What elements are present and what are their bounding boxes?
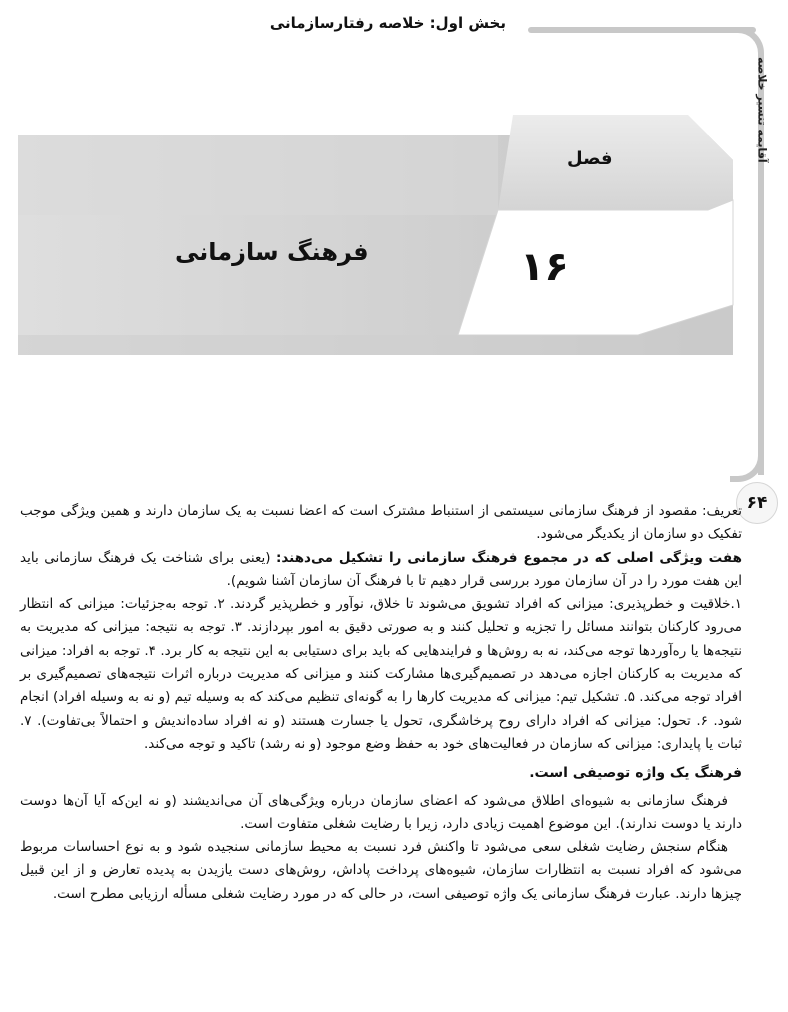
label-tab bbox=[498, 115, 733, 210]
descriptive-paragraph-2: هنگام سنجش رضایت شغلی سعی می‌شود تا واکنش فرد نسبت به محیط سازمانی سنجیده شود و به نوع احساسات مربوط می‌شود که افراد نسبت به انتظارات سازمان، شیوه‌های پرداخت پاداش، روش‌های دست یازیدن به پدیده تعارض و از این قبیل چیزها دارند. عبارت فرهنگ سازمانی یک واژه توصیفی است، در حالی که در مورد رضایت شغلی مسأله ارزیابی مطرح است. bbox=[20, 839, 742, 902]
definition-paragraph: تعریف: مقصود از فرهنگ سازمانی سیستمی از استنباط مشترک است که اعضا نسبت به یک سازمان دارند و همین ویژگی موجب تفکیک دو سازمان از یکدیگر می‌شود. bbox=[20, 503, 742, 543]
side-frame-corner bbox=[730, 446, 764, 482]
seven-features-list: ۱.خلاقیت و خطرپذیری: میزانی که افراد تشویق می‌شوند تا خلاق، نوآور و خطرپذیر گردند. ۲. توجه به‌جزئیات: میزانی که انتظار می‌رود کارکنان بتوانند مسائل را تجزیه و تحلیل کنند و به صورتی دقیق به امور بپردازند. ۳. توجه به نتیجه: میزانی که مدیریت به نتیجه‌ها یا ره‌آوردها توجه می‌کند، نه به روش‌ها و فرایندهایی که باید برای دستیابی به این نتیجه به کار برد. ۴. توجه به افراد: میزانی که مدیریت به کارکنان اجازه می‌دهد در تصمیم‌گیری‌ها مشارکت کنند و میزانی که مدیریت درباره اثرات نتیجه‌های تصمیم‌گیری بر افراد توجه می‌کند. ۵. تشکیل تیم: میزانی که مدیریت کارها را به گونه‌ای تنظیم می‌کند که به وسیله تیم (و نه به وسیله افراد) انجام شود. ۶. تحول: میزانی که افراد دارای روح پرخاشگری، تحول یا جسارت هستند (و نه افراد ساده‌اندیش و احتمالاً بی‌تفاوت). ۷. ثبات یا پایداری: میزانی که سازمان در فعالیت‌های خود به حفظ وضع موجود (و نه رشد) تاکید و توجه می‌کند. bbox=[20, 596, 743, 752]
chapter-title: فرهنگ سازمانی bbox=[175, 238, 369, 266]
banner-band-top bbox=[18, 135, 498, 215]
descriptive-heading: فرهنگ یک واژه توصیفی است. bbox=[529, 765, 742, 782]
descriptive-paragraph-1: فرهنگ سازمانی به شیوه‌ای اطلاق می‌شود که اعضای سازمان درباره ویژگی‌های آن می‌اندیشند (و نه این‌که آیا آن‌ها دوست دارند یا دوست ندارند). این موضوع اهمیت زیادی دارد، زیرا با رضایت شغلی متفاوت است. bbox=[20, 792, 742, 832]
chapter-label: فصل bbox=[567, 148, 613, 169]
seven-features-intro: (یعنی برای شناخت یک فرهنگ سازمانی باید این هفت مورد را در آن سازمان مورد بررسی قرار دهیم تا با فرهنگ آن سازمان آشنا شویم). bbox=[20, 549, 742, 589]
page-number: ۶۴ bbox=[736, 482, 778, 524]
chapter-banner-shape bbox=[18, 110, 758, 360]
chapter-body bbox=[20, 500, 742, 906]
chapter-banner bbox=[18, 110, 758, 360]
side-running-title: آقایمه تنسیر خلاصه bbox=[755, 57, 769, 163]
header-frame-line bbox=[528, 27, 756, 33]
seven-features-paragraph bbox=[20, 547, 742, 594]
chapter-number: ۱۶ bbox=[520, 244, 569, 290]
seven-features-heading: هفت ویژگی اصلی که در مجموع فرهنگ سازمانی را تشکیل می‌دهند: bbox=[275, 549, 742, 566]
number-panel bbox=[458, 200, 733, 335]
section-title: بخش اول: خلاصه رفتارسازمانی bbox=[269, 14, 506, 32]
